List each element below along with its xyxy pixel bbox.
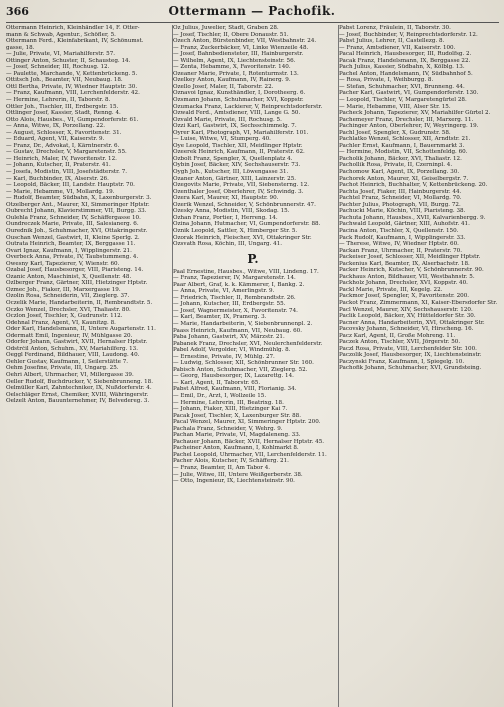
directory-entry: Ottermann Ferd., Kleinfabrikant, IV, Schönumst. <box>6 38 144 45</box>
directory-entry: Paal Ernestine, Hausbes., Witwe, VIII, Lindeng. 17. <box>173 268 319 275</box>
column-middle <box>172 25 333 707</box>
directory-entry: Pacal Wenzel, Maurer, XI, Simmeringer Hptstr. 200. <box>173 419 321 426</box>
directory-entry: Ovari Ignaz, Kaufmann, I, Wipplingerstr. 21. <box>6 247 132 254</box>
directory-entry: Oelschläger Ernst, Chemiker, XVIII, Währingerstr. <box>6 391 149 398</box>
directory-entry: Ozabal Josef, Hausbesorger, VIII, Piaristeng. 14. <box>6 267 144 274</box>
directory-entry: — Franz, Zuckerbäcker, VI, Linke Wienzeile 48. <box>173 44 309 51</box>
directory-entry: — Stefan, Schuhmacher, XVI, Brunneng. 44. <box>339 83 465 90</box>
directory-entry: Pacina Anton, Tischler, X, Quellenstr. 150. <box>339 227 459 234</box>
directory-entry: Oczko Wenzel, Drechsler, XVI, Thaliastr. 80. <box>6 306 131 313</box>
directory-entry: — Wilhelm, Agent, IX, Liechtensteinstr. 56. <box>173 57 296 64</box>
directory-entry: Pachtel Franz, Schneider, VI, Mollardg. 70. <box>339 195 462 202</box>
directory-entry: — Otto, Ingenieur, IX, Liechtensteinstr. 90. <box>173 478 295 485</box>
directory-entry: — Josef, Wagnermeister, X, Favoritenstr. 74. <box>173 307 298 314</box>
directory-entry: — Franz, Amtsdiener, VII, Kaiserstr. 100. <box>339 44 456 51</box>
directory-entry: Oder Karl, Handelsmann, II, Untere Augartenstr. 11. <box>6 326 156 333</box>
directory-entry: Pachala Franz, Schneider, V, Wehrg. 9. <box>173 425 283 432</box>
directory-entry: — Eduard, Agent, VII, Kaiserstr. 9. <box>6 136 105 143</box>
directory-entry: — Josef, Schneider, III, Rochusg. 12. <box>6 64 110 71</box>
directory-entry: Ottl Bertha, Private, IV, Wiedner Hauptstr. 30. <box>6 83 138 90</box>
directory-entry: Packot Franz, Zimmermann, XI, Kaiser-Ebersdorfer Str. <box>339 299 498 306</box>
page-number: 366 <box>6 5 29 18</box>
directory-entry: Oelmüller Karl, Zahntechniker, IX, Nußdorferstr. 4. <box>6 385 152 392</box>
directory-entry: Oehm Josefine, Private, III, Ungarg. 25. <box>6 365 119 372</box>
directory-entry: — Therese, Witwe, IV, Wiedner Hptstr. 60. <box>339 241 459 248</box>
directory-entry: — Gustav, Drechsler, V, Margaretenstr. 55. <box>6 149 127 156</box>
directory-entry: Ozesky Anna, Modistin, VIII, Skodag. 15. <box>173 208 290 215</box>
directory-entry: Ozaner Anton, Gärtner, XIII, Lainzerstr. 25. <box>173 175 297 182</box>
directory-entry: Ozumacka Franz, Lackierer, V, Reinprechtsdorferstr. <box>173 103 323 110</box>
directory-entry: Pachl Josef, Spengler, X, Gudrunstr. 58. <box>339 129 451 136</box>
directory-entry: Otzelberger Ant., Maurer, XI, Simmeringer Hptstr. <box>6 201 150 208</box>
directory-entry: Ozmec Joh., Fiaker, III, Marxergasse 19. <box>6 286 121 293</box>
directory-entry: Pabanek Franz, Drechsler, XVI, Neulerchenfelderstr. <box>173 340 323 347</box>
columns-container <box>6 25 499 707</box>
directory-entry: — Hermine, Lehrerin, III, Beatrixg. 18. <box>173 399 284 406</box>
directory-entry: Otto Alois, Hausbes., VI, Gumpendorferstr. 61. <box>6 116 139 123</box>
directory-entry: — Anna, Private, VI, Amerlingstr. 9. <box>173 288 275 295</box>
directory-entry: — Leopold, Bäcker, III, Landstr. Hauptstr. 70. <box>6 182 135 189</box>
directory-entry: Oygh Joh., Kutscher, III, Löwengasse 31. <box>173 169 289 176</box>
directory-entry: — Rudolf, Beamter, Südbahn, X, Laxenburgerstr. 3. <box>6 195 152 202</box>
directory-entry: Pachlatko Wenzel, Schlosser, XII, Arndtstr. 21. <box>339 136 471 143</box>
directory-entry: Pachwald Leopold, Gärtner, XIII, Auhofstr. 41. <box>339 221 470 228</box>
directory-entry: — Paulette, Marchande, V, Kettenbrückeng. 5. <box>6 70 138 77</box>
directory-entry: Overbeck Anna, Private, IV, Taubstummeng. 4. <box>6 254 139 261</box>
directory-entry: Odstrčil Anton, Schuhm., XV, Mariahilferg. 13. <box>6 345 139 352</box>
directory-entry: Packer Heinrich, Kutscher, V, Schönbrunnerstr. 90. <box>339 267 484 274</box>
directory-entry: Oye Leopold, Tischler, XII, Meidlinger Hptstr. <box>173 142 303 149</box>
directory-entry: Odehnal Franz, Agent, VI, Kaunitzg. 8. <box>6 319 116 326</box>
directory-entry: Ozech Anton, Bürstenbinder, VII, Westbahnstr. 24. <box>173 38 317 45</box>
directory-entry: Pachta Josef, Fiaker, III, Hainburgerstr. 44. <box>339 188 462 195</box>
directory-entry: Pacak Franz, Handelsmann, IX, Berggasse 22. <box>339 57 471 64</box>
directory-entry: — Johann, Fiaker, XIII, Hietzinger Kai 7. <box>173 406 288 413</box>
directory-entry: Paczynski Franz, Kaufmann, I, Spiegelg. 10. <box>339 358 465 365</box>
directory-entry: Packenius Karl, Beamter, IX, Alserbachstr. 18. <box>339 260 470 267</box>
directory-entry: Ottlinger Josef, Kassier, Stadt, Renng. 4. <box>6 110 121 117</box>
directory-entry: — Franz, Kaufmann, VIII, Lerchenfelderstr. 42. <box>6 90 140 97</box>
directory-entry: Pabst Julius, Lehrer, II, Castellezg. 8. <box>339 38 445 45</box>
directory-entry: Paar Albert, Graf, k. k. Kämmerer, I, Bankg. 2. <box>173 281 305 288</box>
directory-entry: Pachofik Johann, Schuhmacher, XVI, Grundsteing. <box>339 365 482 372</box>
directory-entry: Paczek Anton, Tischler, XVII, Jörgerstr. 50. <box>339 339 461 346</box>
directory-entry: Packan Franz, Uhrmacher, II, Praterstr. 70. <box>339 247 462 254</box>
directory-entry: Pabisch Anton, Schuhmacher, VII, Zieglerg. 52. <box>173 366 308 373</box>
directory-entry: Ozolin Rosa, Schneiderin, VII, Zieglerg. 37. <box>6 293 130 300</box>
directory-entry: Oehler Gustav, Kaufmann, I, Seilerstätte 7. <box>6 358 129 365</box>
directory-entry: Oybin Josef, Bäcker, XIV, Sechshauserstr. 73. <box>173 162 301 169</box>
directory-entry: Ozera Karl, Maurer, XI, Hauptstr. 90. <box>173 195 279 202</box>
directory-entry: Odermatt Emil, Ingenieur, IV, Mühlgasse 20. <box>6 332 133 339</box>
directory-entry: Pacher Karl, Gastwirt, VI, Gumpendorferstr. 130. <box>339 90 479 97</box>
directory-entry: Pacheck Johann, Tapezierer, XV, Mariahilfer Gürtel 2. <box>339 110 491 117</box>
directory-entry: — Anna, Witwe, IX, Porzellang. 22. <box>6 123 105 130</box>
directory-entry: — Johann, Kutscher, II, Praterstr. 41. <box>6 162 111 169</box>
directory-entry: Pachel Leopold, Uhrmacher, VII, Lerchenfelderstr. 11. <box>173 451 327 458</box>
directory-entry: — Georg, Hausbesorger, IX, Lazarettg. 14. <box>173 373 294 380</box>
directory-entry: Pach Julius, Kassier, Südbahn, X, Kölblg. 13. <box>339 64 465 71</box>
directory-entry: Ottinger Anton, Schuster, II, Schausteg. 14. <box>6 57 131 64</box>
directory-entry: Oeggl Ferdinand, Bildhauer, VIII, Laudong. 40. <box>6 352 140 359</box>
directory-entry: — Marie, Hebamme, VI, Mollardg. 19. <box>6 188 115 195</box>
directory-entry: — Franz, Dr., Advokat, I, Kärntnerstr. 6. <box>6 142 120 149</box>
page-header <box>6 4 499 23</box>
directory-entry: — Josef, Bahnbediensteter, III, Hainburgerstr. <box>173 51 304 58</box>
directory-entry: Ozenthaler Josef, Oberlehrer, IV, Schwindg. 3. <box>173 188 304 195</box>
directory-entry: Oehri Albert, Uhrmacher, VI, Millergasse 39. <box>6 371 134 378</box>
directory-entry: Paczolik Josef, Hausbesorger, IX, Liechtensteinstr. <box>339 352 482 359</box>
directory-entry: Pachucki Marie, Köchin, VIII, Piaristeng. 38. <box>339 208 466 215</box>
directory-entry: — Friedrich, Tischler, II, Rembrandtstr. 26. <box>173 294 296 301</box>
directory-entry: Ottermann Heinrich, Kleinhändler 14, F. Otter- <box>6 25 140 31</box>
directory-entry: Pachinger Anton, Oberlehrer, IV, Weyringerg. 19. <box>339 123 479 130</box>
directory-entry: mann & Schwab, Agentur., Schöfler, 5. <box>6 31 116 38</box>
directory-entry: Ozelkey Anton, Kaufmann, IV, Rainerg. 9. <box>173 77 291 84</box>
directory-entry: — Josefa, Modistin, VIII, Josefstädterstr. 7. <box>6 169 128 176</box>
directory-entry: Ourednik Joh., Schuhmacher, XVI, Ottakringerstr. <box>6 227 148 234</box>
directory-entry: Ozeerek Heinrich, Kaufmann, II, Praterstr. 62. <box>173 149 305 156</box>
directory-entry: Paclik Leopold, Bäcker, XV, Hütteldorfer Str. 30. <box>339 313 476 320</box>
directory-entry: Pabel Adolf, Vergolder, VI, Windmühlg. 8. <box>173 347 291 354</box>
directory-entry: — Hermine, Modistin, VII, Schottenfeldg. 60. <box>339 149 468 156</box>
directory-entry: Pachemeyer Franz, Drechsler, III, Marxerg. 11. <box>339 116 474 123</box>
directory-entry: Oundreczek Marie, Private, III, Salesianerg. 6. <box>6 221 139 228</box>
directory-entry: Pachauer Johann, Bäcker, XVII, Hernalser Hptstr. 45. <box>173 438 325 445</box>
directory-entry: Ozorak Heinrich, Fleischer, XVI, Ottakringer Str. <box>173 234 312 241</box>
directory-entry: Pacak Josef, Tischler, X, Laxenburger Str. 88. <box>173 412 301 419</box>
directory-entry: — Karl, Buchbinder, IX, Alserstr. 26. <box>6 175 109 182</box>
directory-entry: Oeller Rudolf, Buchdrucker, V, Siebenbrunneng. 18. <box>6 378 154 385</box>
directory-entry: — Heinrich, Maler, IV, Favoritenstr. 12. <box>6 155 117 162</box>
directory-entry: — Josef, Tischler, II, Obere Donaustr. 51. <box>173 31 289 38</box>
directory-entry: Pacovsky Johann, Schneider, VI, Hirscheng. 16. <box>339 326 474 333</box>
directory-entry: Pachuta Johann, Hausbes., XVII, Kalvarienbergg. 9. <box>339 214 486 221</box>
directory-entry: — Emil, Dr., Arzt, I, Wollzeile 15. <box>173 392 267 399</box>
directory-entry: — Leopold, Tischler, V, Margaretengürtel 28. <box>339 97 467 104</box>
directory-entry: Ozanic Anton, Maschinist, X, Quellenstr. 48. <box>6 273 132 280</box>
directory-entry: — Marie, Handarbeiterin, V, Siebenbrunnenpl. 2. <box>173 320 313 327</box>
directory-entry: Oubrecht Johann, Klavierstimmer, VII, Burgg. 33. <box>6 208 147 215</box>
directory-entry: — Hermine, Lehrerin, II, Taborstr. 8. <box>6 97 111 104</box>
directory-entry: Pachel Anton, Handelsmann, IV, Südbahnhof 5. <box>339 70 473 77</box>
directory-entry: Ozwald Ferd., Amtsdiener, VIII, Lange G. 50. <box>173 110 301 117</box>
directory-entry: Oelzelt Anton, Bauunternehmer, IV, Belvedereg. 3. <box>6 398 150 405</box>
directory-entry: Pachomow Karl, Agent, IX, Porzellang. 30. <box>339 169 460 176</box>
directory-entry: — Karl, Agent, II, Taborstr. 65. <box>173 379 261 386</box>
directory-entry: Paczl Rosa, Private, VIII, Lerchenfelder Str. 100. <box>339 345 477 352</box>
directory-entry: Pachter Julius, Photograph, VII, Burgg. 72. <box>339 201 461 208</box>
directory-entry: Pacal Heinrich, Hausbesorger, III, Rudolfsg. 2. <box>339 51 472 58</box>
directory-entry: — Johann, Kutscher, III, Erdbergstr. 55. <box>173 301 286 308</box>
directory-entry: Oulehla Franz, Schneider, IV, Schäffergasse 10. <box>6 214 141 221</box>
directory-entry: Oczlon Josef, Tischler, X, Gudrunstr. 112. <box>6 313 123 320</box>
directory-entry: Ozerik Wenzel, Schneider, V, Schönbrunnerstr. 47. <box>173 201 316 208</box>
directory-entry: Odorfer Johann, Gastwirt, XVII, Hernalser Hptstr. <box>6 339 148 346</box>
directory-entry: Pacheiner Anton, Kaufmann, I, Kohlmarkt 8. <box>173 445 299 452</box>
directory-entry: Oznik Leopold, Sattler, X, Himberger Str. 5. <box>173 227 298 234</box>
directory-entry: Pack Rudolf, Kaufmann, I, Wipplingerstr. 33. <box>339 234 466 241</box>
directory-entry: Packl Marie, Private, III, Kegelg. 22. <box>339 286 443 293</box>
directory-entry: Ozegovits Marie, Private, VII, Siebensterng. 12. <box>173 182 310 189</box>
directory-entry: Ozeaner Marie, Private, I, Rotenturmstr. 13. <box>173 70 299 77</box>
directory-entry: Pabst Lorenz, Fräulein, II, Taborstr. 30. <box>339 25 451 31</box>
directory-entry: Paba Johann, Gastwirt, XV, Märzstr. 21. <box>173 334 285 341</box>
directory-entry: Ozvald Marie, Private, III, Rochusg. 5. <box>173 116 282 123</box>
directory-entry: gasse, 18. <box>6 44 35 51</box>
directory-entry: Oz Julius, Juwelier, Stadt, Graben 28. <box>173 25 279 31</box>
directory-entry: — Josef, Buchbinder, V, Reinprechtsdorferstr. 12. <box>339 31 478 38</box>
directory-entry: Pabst Alfred, Kaufmann, VIII, Florianig. 34. <box>173 386 297 393</box>
directory-entry: Ozina Johann, Hutmacher, VI, Gumpendorferstr. 88. <box>173 221 321 228</box>
directory-entry: — Marie, Hebamme, VIII, Alser Str. 15. <box>339 103 451 110</box>
directory-entry: — Ludwig, Schlosser, XII, Schönbrunner Str. 160. <box>173 360 314 367</box>
directory-entry: — Franz, Beamter, II, Am Tabor 4. <box>173 465 271 471</box>
directory-entry: — Luise, Witwe, VI, Stumperg. 40. <box>173 136 271 143</box>
directory-entry: Pachan Marie, Private, VI, Magdaleneng. 33. <box>173 432 301 439</box>
directory-entry: Ozello Josef, Maler, II, Taborstr. 22. <box>173 83 274 90</box>
directory-entry: Oczelik Marie, Handarbeiterin, II, Rembrandtstr. 5. <box>6 299 153 306</box>
directory-entry: Packhaus Anton, Bildhauer, VII, Westbahnstr. 5. <box>339 273 475 280</box>
directory-entry: Pachot Heinrich, Buchhalter, V, Kettenbrückeng. 20. <box>339 182 488 189</box>
directory-entry: Packholz Johann, Drechsler, XVI, Koppstr. 40. <box>339 280 468 287</box>
directory-entry: Ozsmann Johann, Schuhmacher, XVI, Koppstr. <box>173 97 304 104</box>
directory-entry: Ozbolt Franz, Spengler, X, Quellenplatz 4. <box>173 155 293 162</box>
directory-entry: — Zenta, Hebamme, X, Favoritenstr. 140. <box>173 64 291 71</box>
directory-entry: — August, Schlosser, X, Favoritenstr. 31. <box>6 129 122 136</box>
directory-entry: — Julie, Private, VI, Mariahilferstr. 57. <box>6 51 116 58</box>
directory-entry: Pacholik Johann, Bäcker, XVI, Thaliastr. 12. <box>339 155 462 162</box>
directory-entry: Ottler Joh., Tischler, III, Erdbergstr. 15. <box>6 103 119 110</box>
directory-entry: — Julie, Witwe, III, Untere Weißgerberstr. 38. <box>173 471 303 478</box>
directory-entry: Oyrer Karl, Photograph, VI, Mariahilferstr. 101. <box>173 129 309 136</box>
directory-entry: Pachorek Anton, Maurer, XI, Geiselbergstr. 7. <box>339 175 469 182</box>
directory-entry: Ozhan Franz, Portier, I, Herreng. 14. <box>173 214 278 221</box>
directory-entry: Oznavoi Ignaz, Kunsthändler, I, Dorotheerg. 6. <box>173 90 306 97</box>
directory-entry: — Franz, Tapezierer, IV, Margaretenstr. 14. <box>173 275 296 282</box>
directory-entry: Owesny Karl, Tapezierer, V, Wienstr. 60. <box>6 260 120 267</box>
directory-entry: Ozsvath Rosa, Köchin, III, Ungarg. 41. <box>173 241 283 248</box>
directory-entry: Pacz Karl, Agent, II, Große Mohreng. 11. <box>339 332 456 339</box>
section-letter: P. <box>247 251 259 266</box>
directory-entry: Pacner Anna, Handarbeiterin, XVI, Ottakringer Str. <box>339 319 485 326</box>
directory-entry: Ozlberger Franz, Gärtner, XIII, Hietzinger Hptstr. <box>6 280 148 287</box>
directory-entry: — Karl, Beamter, IX, Pramerg. 3. <box>173 314 267 321</box>
column-right <box>338 25 499 707</box>
directory-entry: Ottitsch Joh., Beamter, VII, Neubaug. 18. <box>6 77 123 84</box>
directory-entry: Ozzi Karl, Gastwirt, IX, Sechsschimmelg. 7. <box>173 123 297 130</box>
directory-entry: Pachler Ernst, Kaufmann, I, Bauernmarkt 3. <box>339 142 465 149</box>
running-head: Ottermann — Pachofik. <box>168 4 336 18</box>
directory-entry: Pachollik Rosa, Private, II, Czerninpl. 4. <box>339 162 453 169</box>
directory-entry: Packeiser Josef, Schlosser, XII, Meidlinger Hptstr. <box>339 254 481 261</box>
directory-entry: Pacl Wenzel, Maurer, XIV, Sechshauserstr. 120. <box>339 306 473 313</box>
directory-entry: — Rosa, Private, I, Weihburgg. 8. <box>339 77 434 84</box>
directory-entry: Paass Heinrich, Kaufmann, VII, Neubaug. 60. <box>173 327 302 334</box>
directory-entry: Pacher Alois, Kutscher, IV, Schäfferg. 21. <box>173 458 289 465</box>
directory-entry: — Ernestine, Private, IV, Mühlg. 27. <box>173 353 275 360</box>
directory-entry: Packmor Josef, Spengler, X, Favoritenstr. 200. <box>339 293 470 300</box>
directory-entry: Outrata Heinrich, Beamter, IX, Berggasse 11. <box>6 241 136 248</box>
column-left <box>6 25 167 707</box>
directory-entry: Ouschan Wenzel, Gastwirt, II, Kleine Sperlg. 2. <box>6 234 140 241</box>
